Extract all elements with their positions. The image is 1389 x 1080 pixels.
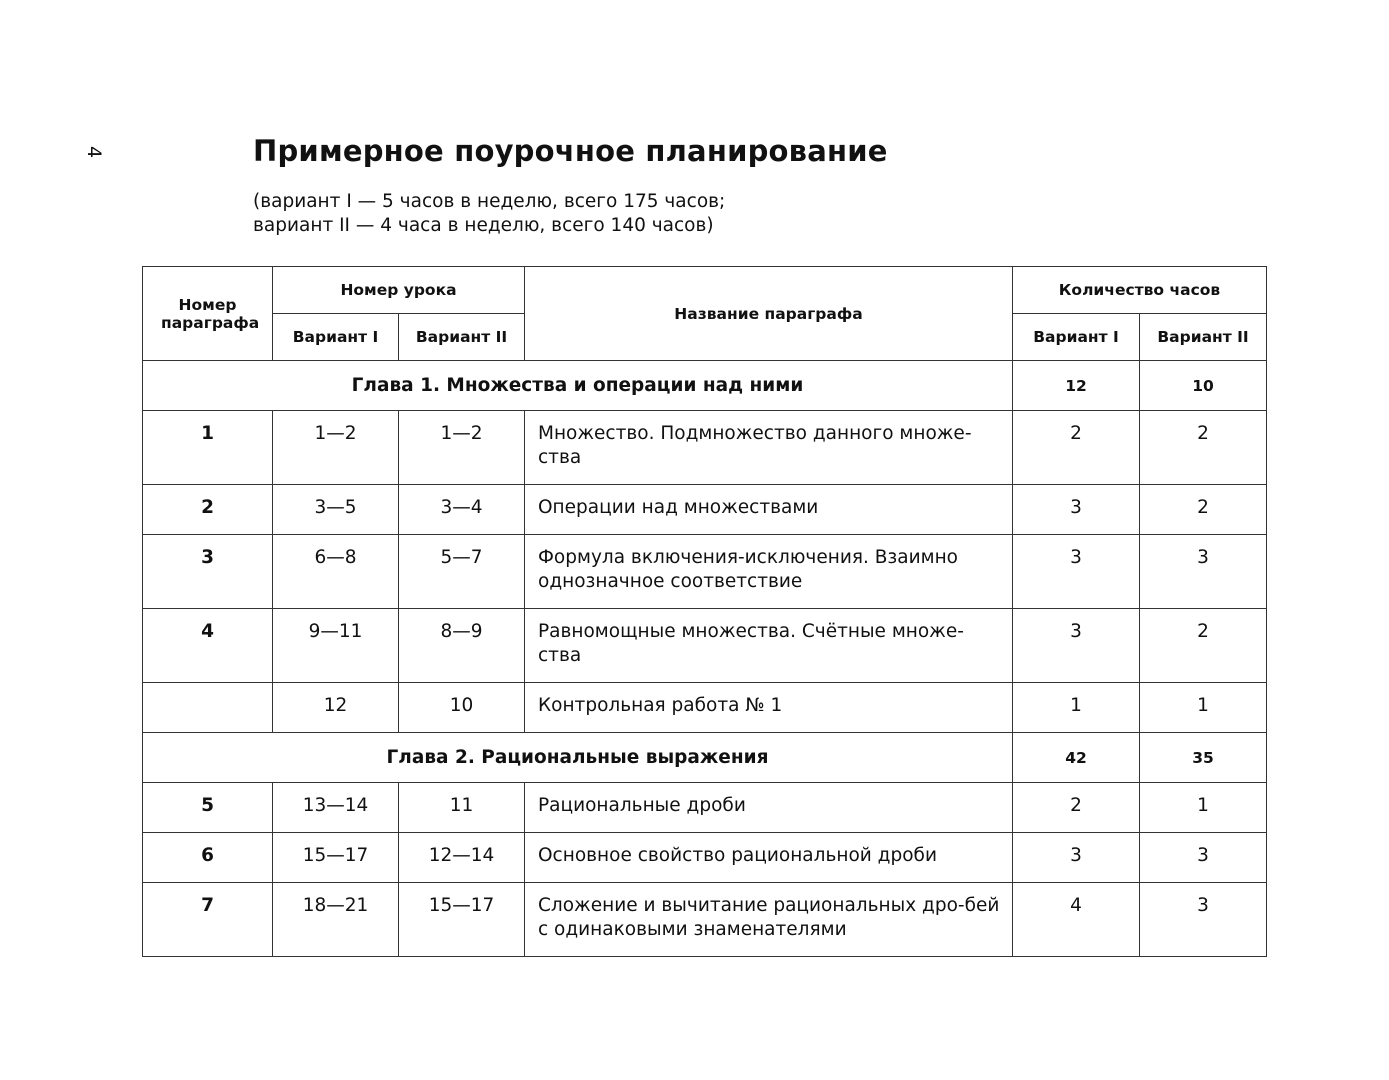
hours-v1: 3 bbox=[1013, 535, 1140, 609]
chapter-row bbox=[143, 361, 1267, 411]
lesson-plan-table bbox=[142, 266, 1267, 957]
hours-v1: 2 bbox=[1013, 783, 1140, 833]
paragraph-name: Рациональные дроби bbox=[525, 783, 1013, 833]
lesson-v1: 3—5 bbox=[273, 485, 399, 535]
hours-v1: 3 bbox=[1013, 833, 1140, 883]
paragraph-name: Основное свойство рациональной дроби bbox=[525, 833, 1013, 883]
table-row bbox=[143, 783, 1267, 833]
paragraph-number: 6 bbox=[143, 833, 273, 883]
table-row bbox=[143, 883, 1267, 957]
lesson-v2: 11 bbox=[399, 783, 525, 833]
paragraph-number bbox=[143, 683, 273, 733]
paragraph-number: 3 bbox=[143, 535, 273, 609]
page-title: Примерное поурочное планирование bbox=[253, 134, 888, 168]
header-hours-count: Количество часов bbox=[1013, 267, 1267, 314]
paragraph-number: 7 bbox=[143, 883, 273, 957]
paragraph-name: Равномощные множества. Счётные множе-ства bbox=[525, 609, 1013, 683]
page-subtitle bbox=[253, 190, 725, 238]
table-row bbox=[143, 485, 1267, 535]
paragraph-name: Контрольная работа № 1 bbox=[525, 683, 1013, 733]
lesson-v2: 12—14 bbox=[399, 833, 525, 883]
table-row bbox=[143, 535, 1267, 609]
subtitle-line: (вариант I — 5 часов в неделю, всего 175 часов; bbox=[253, 191, 726, 212]
hours-v1: 3 bbox=[1013, 609, 1140, 683]
paragraph-number: 5 bbox=[143, 783, 273, 833]
chapter-row bbox=[143, 733, 1267, 783]
paragraph-number: 2 bbox=[143, 485, 273, 535]
chapter-hours-v2: 35 bbox=[1140, 733, 1267, 783]
hours-v2: 2 bbox=[1140, 485, 1267, 535]
hours-v2: 2 bbox=[1140, 411, 1267, 485]
table-row bbox=[143, 683, 1267, 733]
chapter-hours-v1: 42 bbox=[1013, 733, 1140, 783]
lesson-v1: 12 bbox=[273, 683, 399, 733]
header-lesson-number: Номер урока bbox=[273, 267, 525, 314]
lesson-v1: 18—21 bbox=[273, 883, 399, 957]
lesson-v1: 13—14 bbox=[273, 783, 399, 833]
paragraph-name: Сложение и вычитание рациональных дро-бей с одинаковыми знаменателями bbox=[525, 883, 1013, 957]
lesson-v1: 6—8 bbox=[273, 535, 399, 609]
lesson-v2: 10 bbox=[399, 683, 525, 733]
lesson-v2: 3—4 bbox=[399, 485, 525, 535]
hours-v2: 3 bbox=[1140, 535, 1267, 609]
header-lesson-variant-2: Вариант II bbox=[399, 314, 525, 361]
lesson-v2: 15—17 bbox=[399, 883, 525, 957]
header-row bbox=[143, 267, 1267, 314]
hours-v2: 1 bbox=[1140, 783, 1267, 833]
hours-v2: 3 bbox=[1140, 883, 1267, 957]
hours-v1: 1 bbox=[1013, 683, 1140, 733]
hours-v1: 3 bbox=[1013, 485, 1140, 535]
lesson-v2: 5—7 bbox=[399, 535, 525, 609]
paragraph-name: Операции над множествами bbox=[525, 485, 1013, 535]
header-hours-variant-1: Вариант I bbox=[1013, 314, 1140, 361]
header-lesson-variant-1: Вариант I bbox=[273, 314, 399, 361]
subtitle-line: вариант II — 4 часа в неделю, всего 140 часов) bbox=[253, 215, 714, 236]
paragraph-number: 4 bbox=[143, 609, 273, 683]
paragraph-name: Множество. Подмножество данного множе-ства bbox=[525, 411, 1013, 485]
hours-v2: 1 bbox=[1140, 683, 1267, 733]
page-number: 4 bbox=[83, 145, 105, 159]
paragraph-name: Формула включения-исключения. Взаимно однозначное соответствие bbox=[525, 535, 1013, 609]
table-row bbox=[143, 411, 1267, 485]
table-row bbox=[143, 609, 1267, 683]
chapter-title: Глава 2. Рациональные выражения bbox=[143, 733, 1013, 783]
hours-v2: 2 bbox=[1140, 609, 1267, 683]
table-row bbox=[143, 833, 1267, 883]
header-paragraph-name: Название параграфа bbox=[525, 267, 1013, 361]
header-paragraph-number: Номер параграфа bbox=[143, 267, 273, 361]
hours-v1: 2 bbox=[1013, 411, 1140, 485]
header-hours-variant-2: Вариант II bbox=[1140, 314, 1267, 361]
lesson-v2: 1—2 bbox=[399, 411, 525, 485]
chapter-hours-v1: 12 bbox=[1013, 361, 1140, 411]
hours-v2: 3 bbox=[1140, 833, 1267, 883]
lesson-v1: 9—11 bbox=[273, 609, 399, 683]
lesson-v1: 15—17 bbox=[273, 833, 399, 883]
paragraph-number: 1 bbox=[143, 411, 273, 485]
chapter-title: Глава 1. Множества и операции над ними bbox=[143, 361, 1013, 411]
hours-v1: 4 bbox=[1013, 883, 1140, 957]
lesson-v1: 1—2 bbox=[273, 411, 399, 485]
chapter-hours-v2: 10 bbox=[1140, 361, 1267, 411]
lesson-v2: 8—9 bbox=[399, 609, 525, 683]
